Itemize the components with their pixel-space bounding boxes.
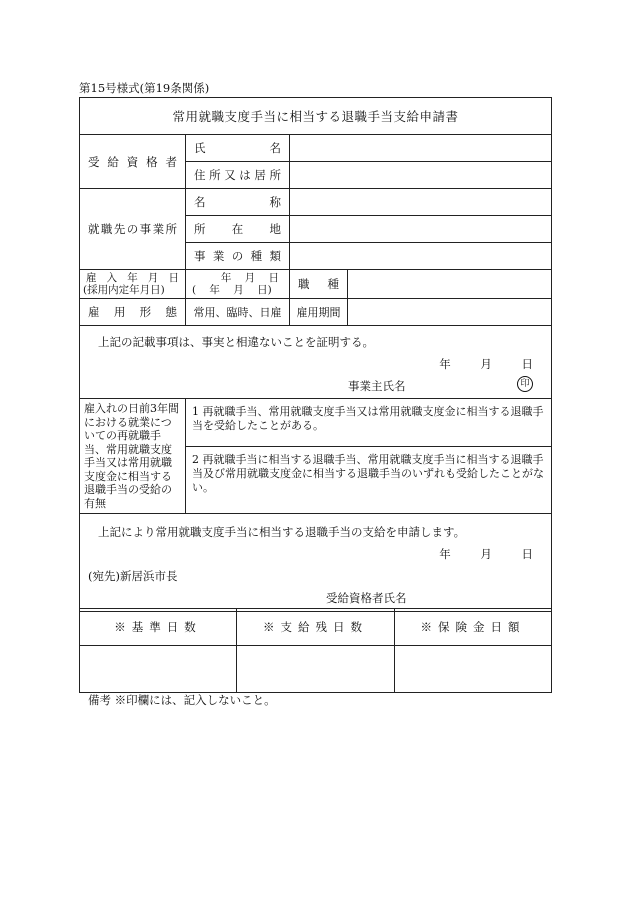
certification-statement: 上記の記載事項は、事実と相違ないことを証明する。 xyxy=(98,335,374,349)
job-type-field[interactable] xyxy=(348,270,552,299)
employment-form-label: 雇用形態 xyxy=(80,299,186,326)
remarks-note: 備考 ※印欄には、記入しないこと。 xyxy=(88,693,276,707)
employer-location-label: 所在地 xyxy=(186,216,290,243)
address-label: 住所又は居所 xyxy=(186,162,290,189)
employer-name-label: 名称 xyxy=(186,189,290,216)
history-option-2[interactable]: 2 再就職手当に相当する退職手当、常用就職支度手当に相当する退職手当及び常用就職支度金に相当する退職手当のいずれも受給したことがない。 xyxy=(186,446,552,513)
base-days-field xyxy=(80,646,237,693)
job-type-label: 職種 xyxy=(290,270,348,299)
employment-period-label: 雇用期間 xyxy=(290,299,348,326)
hire-date-label-line1: 雇入年月日 xyxy=(86,272,179,284)
daily-insurance-field xyxy=(395,646,552,693)
employer-heading: 就職先の事業所 xyxy=(80,189,186,270)
hire-date-value: 年 月 日 xyxy=(220,272,279,284)
business-type-field[interactable] xyxy=(290,243,552,270)
office-use-table xyxy=(79,608,552,693)
employer-location-field[interactable] xyxy=(290,216,552,243)
recipient-heading: 受給資格者 xyxy=(80,135,186,189)
hire-date-label-line2: (採用内定年月日) xyxy=(83,284,165,296)
remaining-days-header: ※支給残日数 xyxy=(237,609,395,646)
employment-period-field[interactable] xyxy=(348,299,552,326)
applicant-name-label: 受給資格者氏名 xyxy=(326,591,407,605)
application-date: 年 月 日 xyxy=(439,547,534,561)
name-field[interactable] xyxy=(290,135,552,162)
employment-form-value[interactable]: 常用、臨時、日雇 xyxy=(186,299,290,326)
hire-date-label xyxy=(80,270,186,299)
name-label: 氏名 xyxy=(186,135,290,162)
hire-offer-date-value: ( 年 月 日) xyxy=(192,284,272,296)
certification-section xyxy=(80,326,552,399)
addressee: (宛先)新居浜市長 xyxy=(88,569,178,583)
employer-name-field[interactable] xyxy=(290,189,552,216)
business-type-label: 事業の種類 xyxy=(186,243,290,270)
form-title: 常用就職支度手当に相当する退職手当支給申請書 xyxy=(80,98,552,135)
address-field[interactable] xyxy=(290,162,552,189)
employer-name-signature-label: 事業主氏名 xyxy=(348,379,406,393)
seal-mark: 印 xyxy=(517,376,533,392)
history-option-1[interactable]: 1 再就職手当、常用就職支度手当又は常用就職支度金に相当する退職手当を受給したことがある。 xyxy=(186,399,552,447)
base-days-header: ※基準日数 xyxy=(80,609,237,646)
certification-date: 年 月 日 xyxy=(439,357,534,371)
benefit-history-label: 雇入れの日前3年間における就業についての再就職手当、常用就職支度手当又は常用就職支度金に相当する退職手当の受給の有無 xyxy=(80,399,186,514)
application-form-table xyxy=(79,97,552,612)
hire-date-field[interactable] xyxy=(186,270,290,299)
application-section xyxy=(80,514,552,612)
form-label: 第15号様式(第19条関係) xyxy=(79,81,210,95)
remaining-days-field xyxy=(237,646,395,693)
application-statement: 上記により常用就職支度手当に相当する退職手当の支給を申請します。 xyxy=(98,525,466,539)
daily-insurance-header: ※保険金日額 xyxy=(395,609,552,646)
